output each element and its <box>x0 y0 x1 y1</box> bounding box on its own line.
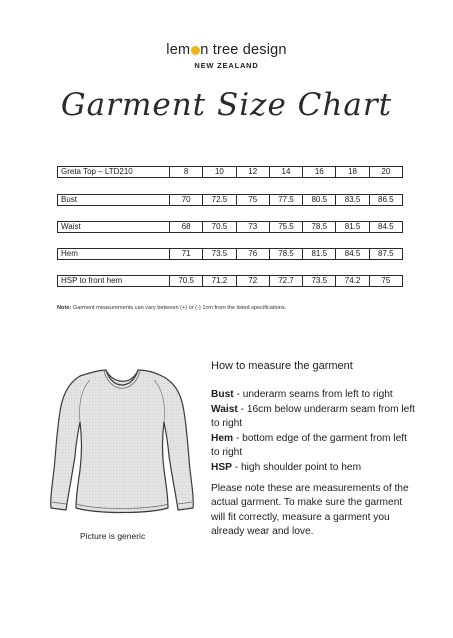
table-cell: 72 <box>237 276 270 286</box>
table-cell: 76 <box>237 249 270 259</box>
table-cell: 18 <box>336 167 369 177</box>
table-cell: 20 <box>381 167 391 176</box>
table-cell: 73 <box>237 222 270 232</box>
desc-hem: - bottom edge of the garment from left to right <box>211 432 407 459</box>
measure-item-waist <box>211 403 416 432</box>
table-cell: 77.5 <box>270 195 303 205</box>
table-cell: 73.5 <box>303 276 336 286</box>
table-cell: 75 <box>237 195 270 205</box>
table-cell: 73.5 <box>203 249 236 259</box>
brand-name-start: lem <box>166 42 191 58</box>
table-cell: 84.5 <box>378 222 394 231</box>
table-cell: 68 <box>170 222 203 232</box>
table-cell: 75 <box>381 276 391 285</box>
table-cell: 74.2 <box>336 276 369 286</box>
table-row <box>57 194 403 206</box>
term-hsp: HSP <box>211 461 232 473</box>
table-cell: 70.5 <box>170 276 203 286</box>
row-label: Greta Top – LTD210 <box>58 167 170 177</box>
table-cell: 8 <box>170 167 203 177</box>
picture-caption: Picture is generic <box>80 531 146 541</box>
row-label: Waist <box>58 222 170 232</box>
row-label: Hem <box>58 249 170 259</box>
lemon-dot-icon <box>191 46 200 55</box>
table-cell: 71 <box>170 249 203 259</box>
long-sleeve-top-icon <box>28 358 198 523</box>
table-cell: 12 <box>237 167 270 177</box>
table-row <box>57 248 403 260</box>
desc-hsp: - high shoulder point to hem <box>231 461 362 473</box>
page-title: Garment Size Chart <box>60 87 393 123</box>
table-cell: 70.5 <box>203 222 236 232</box>
measure-item-hsp <box>211 461 416 476</box>
table-cell: 72.5 <box>203 195 236 205</box>
table-cell: 87.5 <box>378 249 394 258</box>
measurement-note <box>57 305 286 311</box>
brand-name-end: n tree design <box>200 42 287 58</box>
section-heading: How to measure the garment <box>211 360 353 372</box>
table-cell: 78.5 <box>270 249 303 259</box>
table-row <box>57 166 403 178</box>
row-label: Bust <box>58 195 170 205</box>
term-hem: Hem <box>211 432 234 444</box>
term-bust: Bust <box>211 389 234 400</box>
brand-logo <box>0 42 453 70</box>
table-cell: 71.2 <box>203 276 236 286</box>
table-cell: 75.5 <box>270 222 303 232</box>
table-cell: 78.5 <box>303 222 336 232</box>
row-label: HSP to front hem <box>58 276 170 286</box>
table-cell: 72.7 <box>270 276 303 286</box>
note-label: Note: <box>57 305 72 311</box>
term-waist: Waist <box>211 403 238 415</box>
table-cell: 81.5 <box>303 249 336 259</box>
desc-waist: - 16cm below underarm seam from left to right <box>211 403 416 430</box>
desc-bust: - underarm seams from left to right <box>233 389 393 400</box>
table-cell: 16 <box>303 167 336 177</box>
table-cell: 84.5 <box>336 249 369 259</box>
table-cell: 83.5 <box>336 195 369 205</box>
table-cell: 14 <box>270 167 303 177</box>
table-cell: 80.5 <box>303 195 336 205</box>
measure-item-bust <box>211 388 416 403</box>
brand-name <box>0 42 453 58</box>
table-cell: 86.5 <box>378 195 394 204</box>
table-row <box>57 221 403 233</box>
table-cell: 70 <box>170 195 203 205</box>
brand-subtitle: NEW ZEALAND <box>194 61 259 70</box>
table-cell: 81.5 <box>336 222 369 232</box>
table-row <box>57 275 403 287</box>
how-to-measure-section <box>211 359 416 540</box>
fit-advice: Please note these are measurements of the actual garment. To make sure the garment will fit correctly, measure a garment you already wear and love. <box>211 482 409 538</box>
note-text: Garment measurements can vary between (+) or (-) 1cm from the listed specifications. <box>71 305 287 311</box>
garment-illustration <box>28 358 198 523</box>
table-cell: 10 <box>203 167 236 177</box>
measure-item-hem <box>211 432 416 461</box>
